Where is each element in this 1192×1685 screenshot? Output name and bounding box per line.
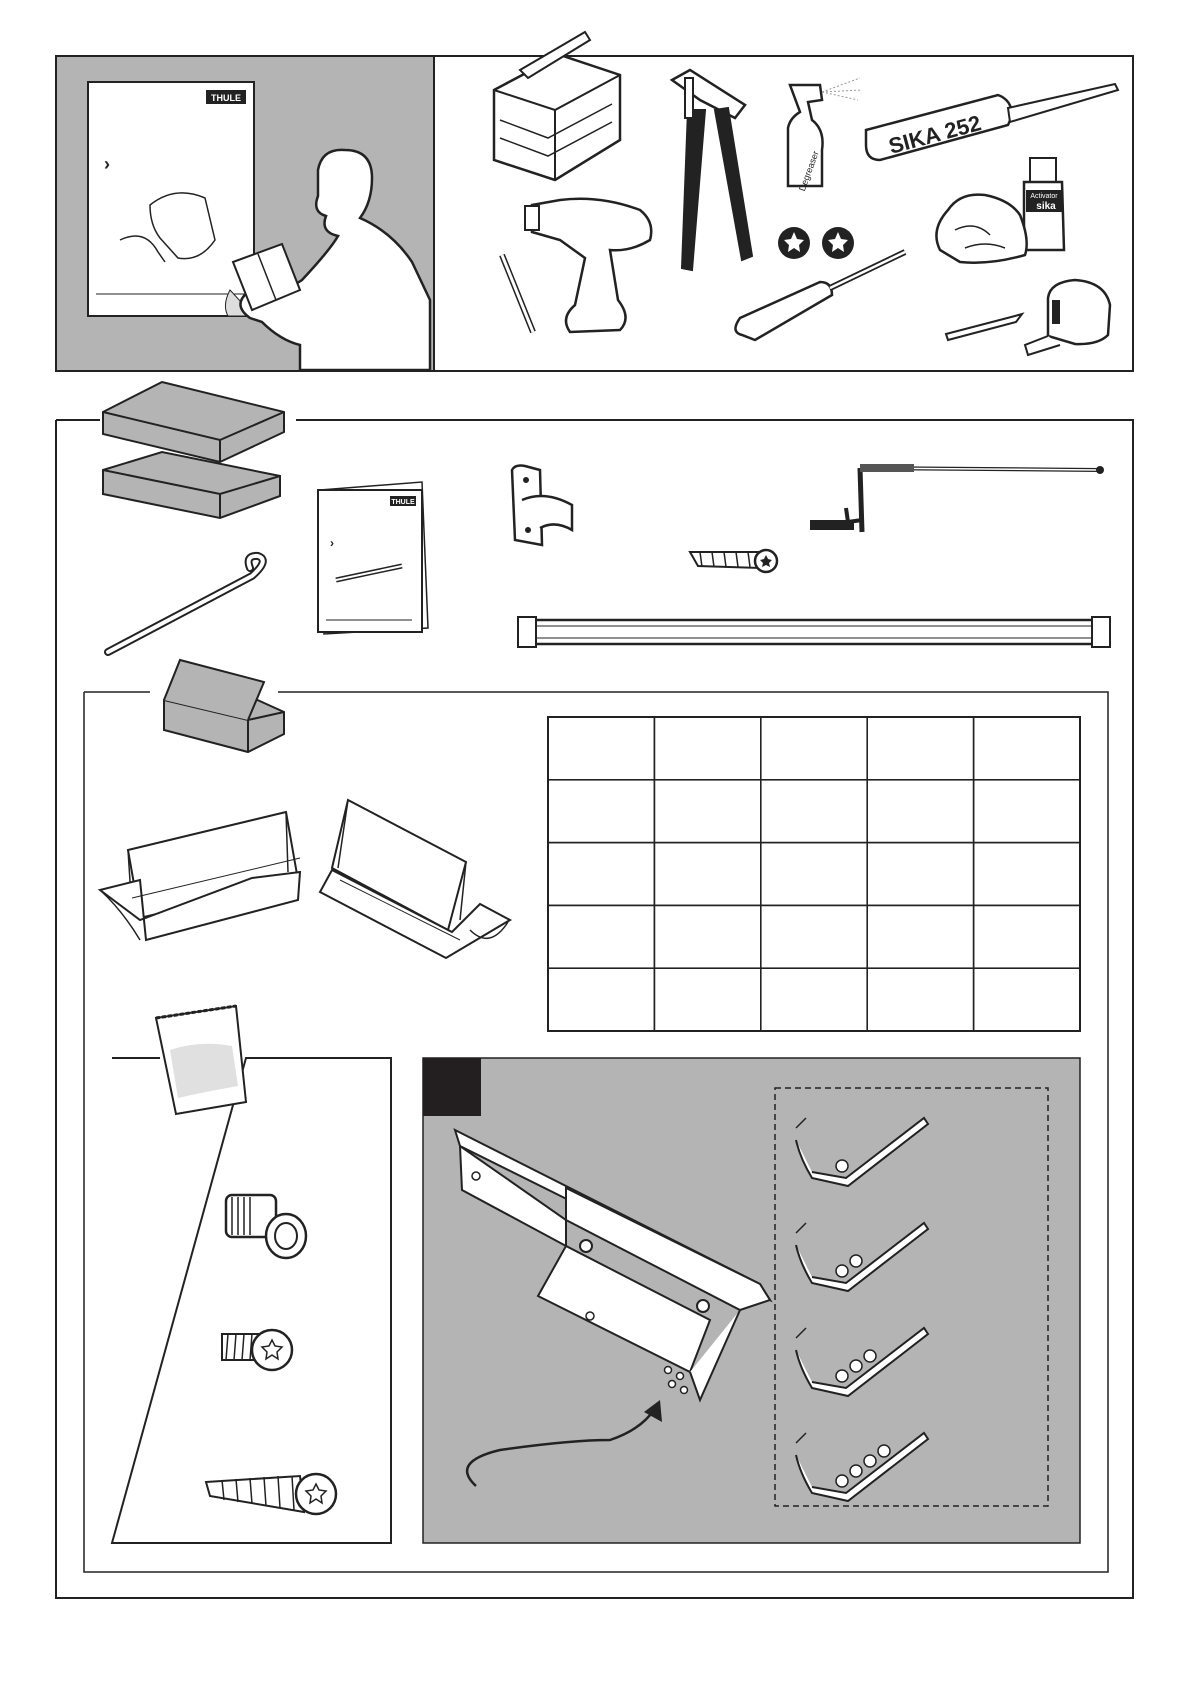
hole bbox=[850, 1465, 862, 1477]
hole bbox=[850, 1360, 862, 1372]
screw-icon bbox=[690, 550, 777, 572]
rivet-gun-icon bbox=[672, 70, 752, 270]
tape-measure-icon bbox=[1025, 280, 1110, 355]
toolbox-icon bbox=[494, 32, 620, 180]
hole bbox=[836, 1265, 848, 1277]
size-table bbox=[548, 717, 1080, 1031]
drill-icon bbox=[525, 199, 651, 332]
hole bbox=[878, 1445, 890, 1457]
activator-label: Activator bbox=[1030, 193, 1058, 200]
sealant-label: SIKA 252 bbox=[885, 110, 984, 159]
pencil-icon bbox=[946, 314, 1022, 340]
booklet-logo-text: THULE bbox=[391, 499, 415, 506]
hole bbox=[864, 1350, 876, 1362]
bag-icon bbox=[156, 1006, 246, 1114]
drill-bit-icon bbox=[502, 255, 533, 332]
hole bbox=[836, 1370, 848, 1382]
activator-bottle-icon bbox=[1024, 158, 1064, 250]
hole bbox=[850, 1255, 862, 1267]
manual-poster bbox=[88, 82, 254, 316]
box-icon bbox=[164, 660, 284, 752]
adapter-bracket-left bbox=[100, 812, 300, 940]
thule-logo-text: THULE bbox=[211, 93, 241, 103]
bolt-icon bbox=[222, 1330, 292, 1370]
sealant-cartridge-icon bbox=[866, 84, 1118, 160]
rivet-nut-icon bbox=[226, 1195, 306, 1258]
poster-chevron: › bbox=[104, 154, 110, 174]
wall-bracket-icon bbox=[512, 466, 572, 546]
step-badge bbox=[423, 1058, 481, 1116]
manual-booklet bbox=[318, 482, 428, 634]
hole bbox=[864, 1455, 876, 1467]
activator-brand: sika bbox=[1036, 201, 1056, 212]
torx-bit-icon bbox=[822, 227, 854, 259]
hole bbox=[836, 1160, 848, 1172]
box-icon bbox=[103, 382, 284, 518]
torx-bit-icon bbox=[778, 227, 810, 259]
screw-icon bbox=[206, 1474, 336, 1514]
degreaser-label: Degreaser bbox=[796, 149, 821, 193]
spray-bottle-icon bbox=[788, 78, 862, 192]
top-panel bbox=[56, 32, 1133, 371]
screwdriver-icon bbox=[735, 252, 905, 340]
fastener-panel bbox=[112, 1006, 391, 1543]
profile-detail-panel bbox=[423, 1058, 1080, 1543]
adapter-bracket-right bbox=[320, 800, 510, 958]
hole bbox=[836, 1475, 848, 1487]
cloth-icon bbox=[936, 195, 1026, 263]
hook-tool-icon bbox=[108, 556, 263, 652]
booklet-chevron: › bbox=[330, 536, 334, 550]
awning-profile-icon bbox=[518, 617, 1110, 647]
kit-frame bbox=[84, 660, 1108, 1572]
crank-handle-icon bbox=[810, 464, 1104, 532]
size-table-border bbox=[548, 717, 1080, 1031]
